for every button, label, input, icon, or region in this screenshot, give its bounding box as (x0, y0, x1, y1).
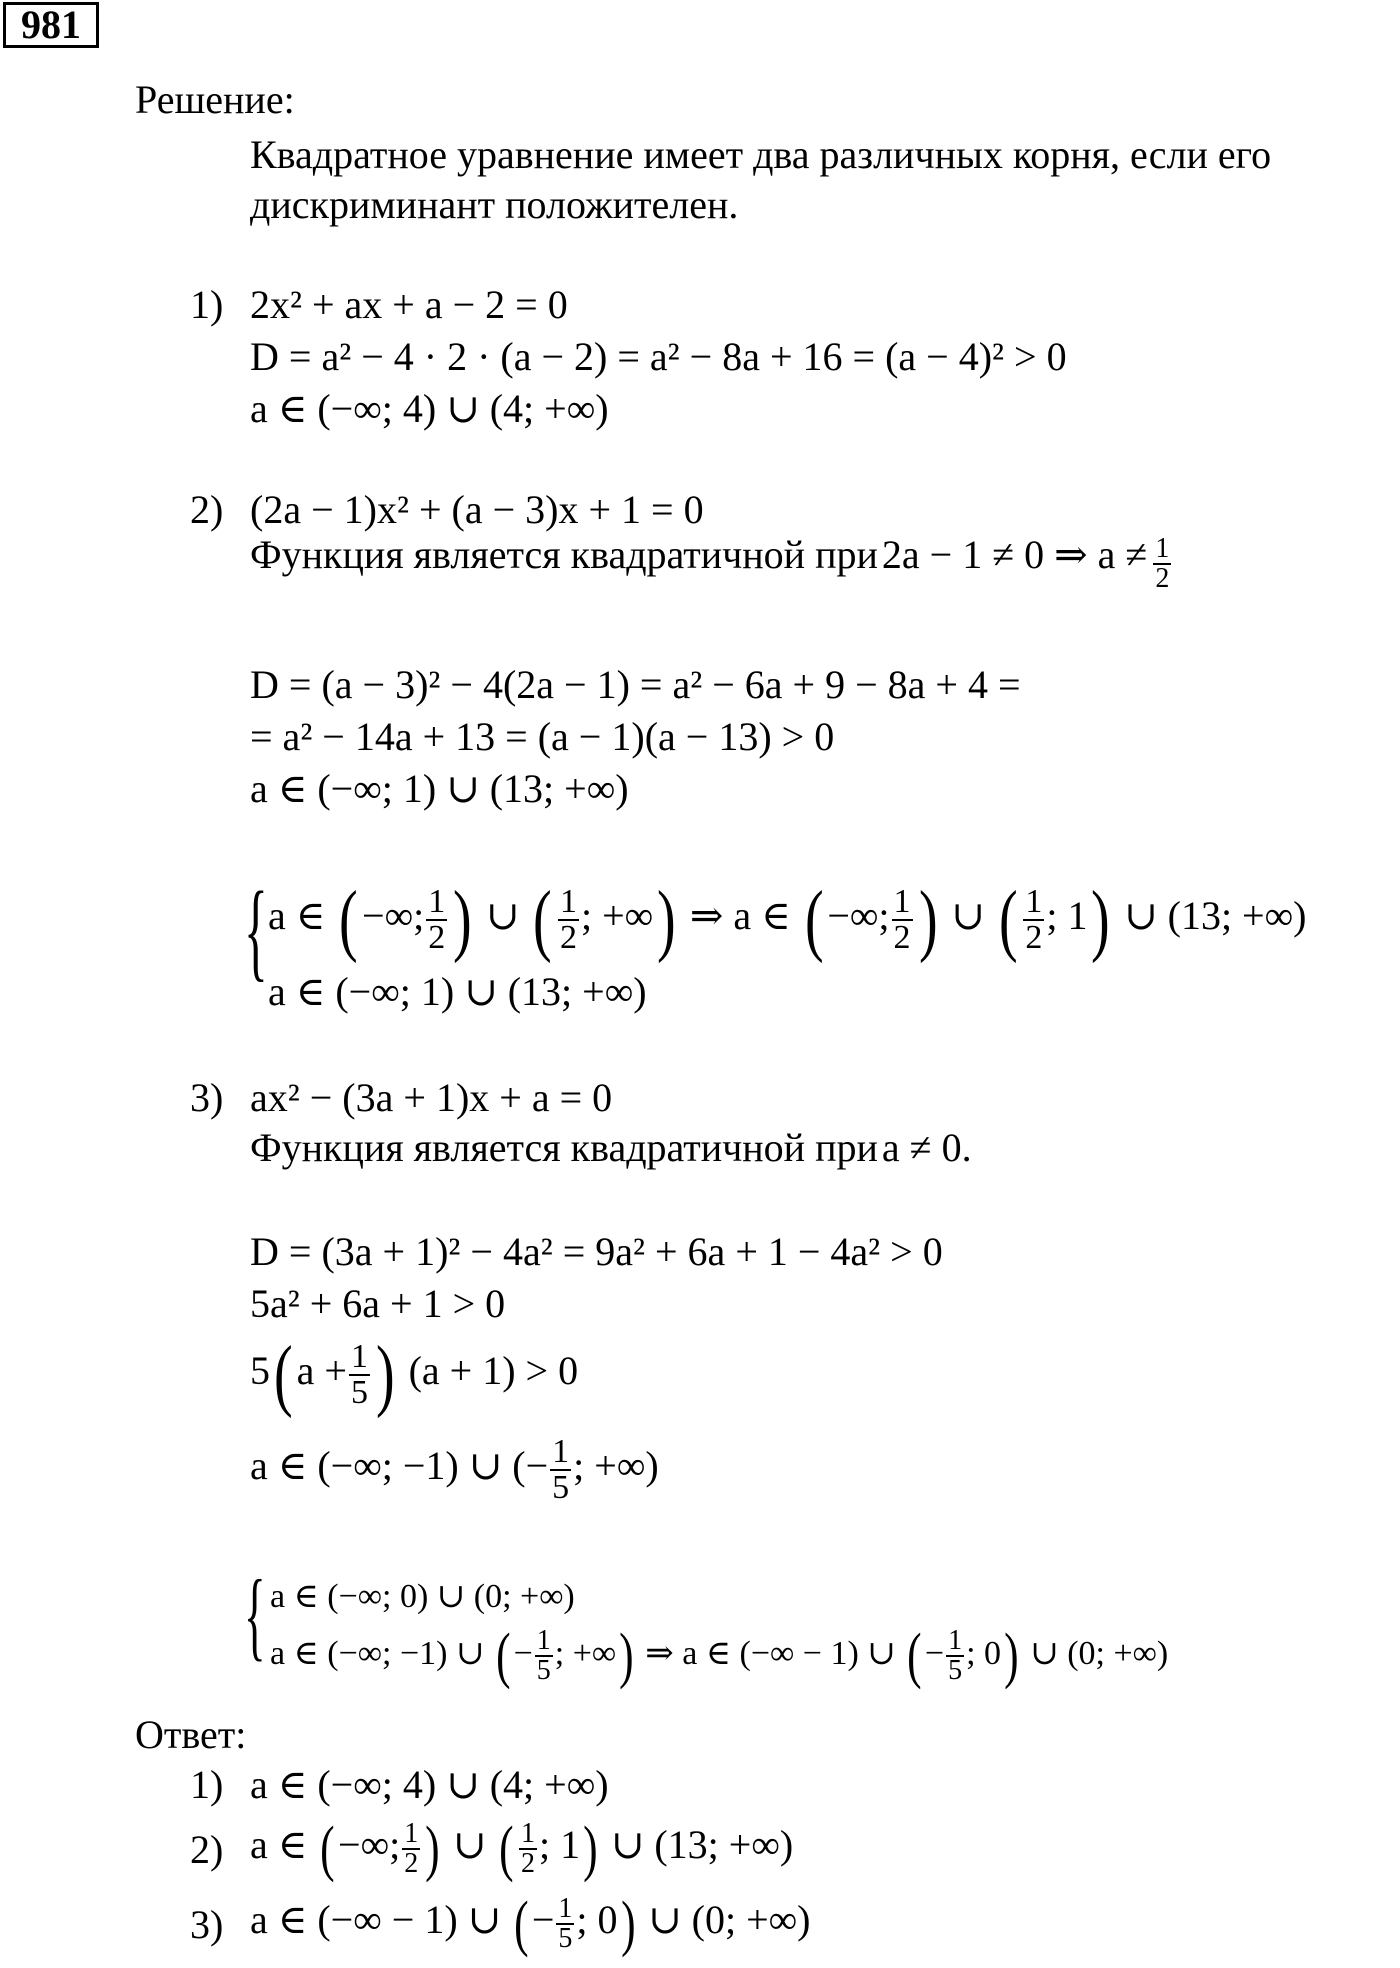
part3-system-line1: a ∈ (−∞; 0) ∪ (0; +∞) (270, 1578, 575, 1615)
part2-solution: a ∈ (−∞; 1) ∪ (13; +∞) (250, 766, 629, 811)
part2-discriminant-2: = a² − 14a + 13 = (a − 1)(a − 13) > 0 (250, 714, 835, 759)
part2-condition-math: 2a − 1 ≠ 0 ⇒ a ≠ (881, 532, 1148, 577)
part2-equation: (2a − 1)x² + (a − 3)x + 1 = 0 (250, 487, 704, 532)
answer1-label: 1) (190, 1762, 224, 1807)
answer3-label: 3) (190, 1902, 224, 1947)
answer2: a ∈ (−∞; $\frac{1}{2}$ ) ∪ ( $\frac{1}{2}$ ; 1) ∪ (13; +∞) (250, 1815, 794, 1883)
part3-factored: 5(a + $\frac{1}{5}$ ) (a + 1) > 0 (250, 1331, 579, 1419)
fraction: $\frac{1}{2}$ (1155, 533, 1170, 595)
part1-solution: a ∈ (−∞; 4) ∪ (4; +∞) (250, 386, 609, 431)
part3-label: 3) (190, 1075, 224, 1120)
solution-label: Решение: (135, 77, 295, 122)
part3-condition (250, 1125, 972, 1170)
system-brace: { (244, 869, 268, 991)
part3-equation: ax² − (3a + 1)x + a = 0 (250, 1075, 613, 1120)
part1-label: 1) (190, 282, 224, 327)
part3-condition-math: a ≠ 0. (881, 1125, 972, 1170)
part3-discriminant: D = (3a + 1)² − 4a² = 9a² + 6a + 1 − 4a² > 0 (250, 1229, 943, 1274)
part2-system-line2: a ∈ (−∞; 1) ∪ (13; +∞) (268, 969, 647, 1014)
intro-line-1: Квадратное уравнение имеет два различных корня, если его (250, 132, 1272, 177)
system-brace: { (244, 1559, 266, 1670)
part1-discriminant: D = a² − 4 · 2 · (a − 2) = a² − 8a + 16 = (a − 4)² > 0 (250, 334, 1067, 379)
part3-solution: a ∈ (−∞; −1) ∪ (− $\frac{1}{5}$ ; +∞) (250, 1433, 659, 1506)
part3-inequality: 5a² + 6a + 1 > 0 (250, 1281, 506, 1326)
intro-line-2: дискриминант положителен. (250, 182, 739, 227)
answer-label: Ответ: (135, 1712, 247, 1757)
answer1: a ∈ (−∞; 4) ∪ (4; +∞) (250, 1762, 609, 1807)
part3-condition-text: Функция является квадратичной при (250, 1125, 878, 1170)
part3-system-line2: a ∈ (−∞; −1) ∪ (− $\frac{1}{5}$ ; +∞) ⇒ a ∈ (−∞ − 1) ∪ (− $\frac{1}{5}$ ; 0) ∪ (0; +∞) (270, 1622, 1169, 1690)
answer2-label: 2) (190, 1827, 224, 1872)
part2-system-line1: a ∈ (−∞; $\frac{1}{2}$ ) ∪ ( $\frac{1}{2}$ ; +∞) ⇒ a ∈ (−∞; $\frac{1}{2}$ ) ∪ ( $\frac{1}{2}$ ; 1) ∪ (13; +∞) (268, 876, 1307, 964)
part2-condition-text: Функция является квадратичной при (250, 532, 878, 577)
part2-condition (250, 532, 1173, 595)
part2-discriminant-1: D = (a − 3)² − 4(2a − 1) = a² − 6a + 9 − 8a + 4 = (250, 662, 1021, 707)
problem-number: 981 (3, 2, 99, 48)
part2-label: 2) (190, 487, 224, 532)
part1-equation: 2x² + ax + a − 2 = 0 (250, 282, 568, 327)
answer3: a ∈ (−∞ − 1) ∪ (− $\frac{1}{5}$ ; 0) ∪ (0; +∞) (250, 1890, 811, 1958)
